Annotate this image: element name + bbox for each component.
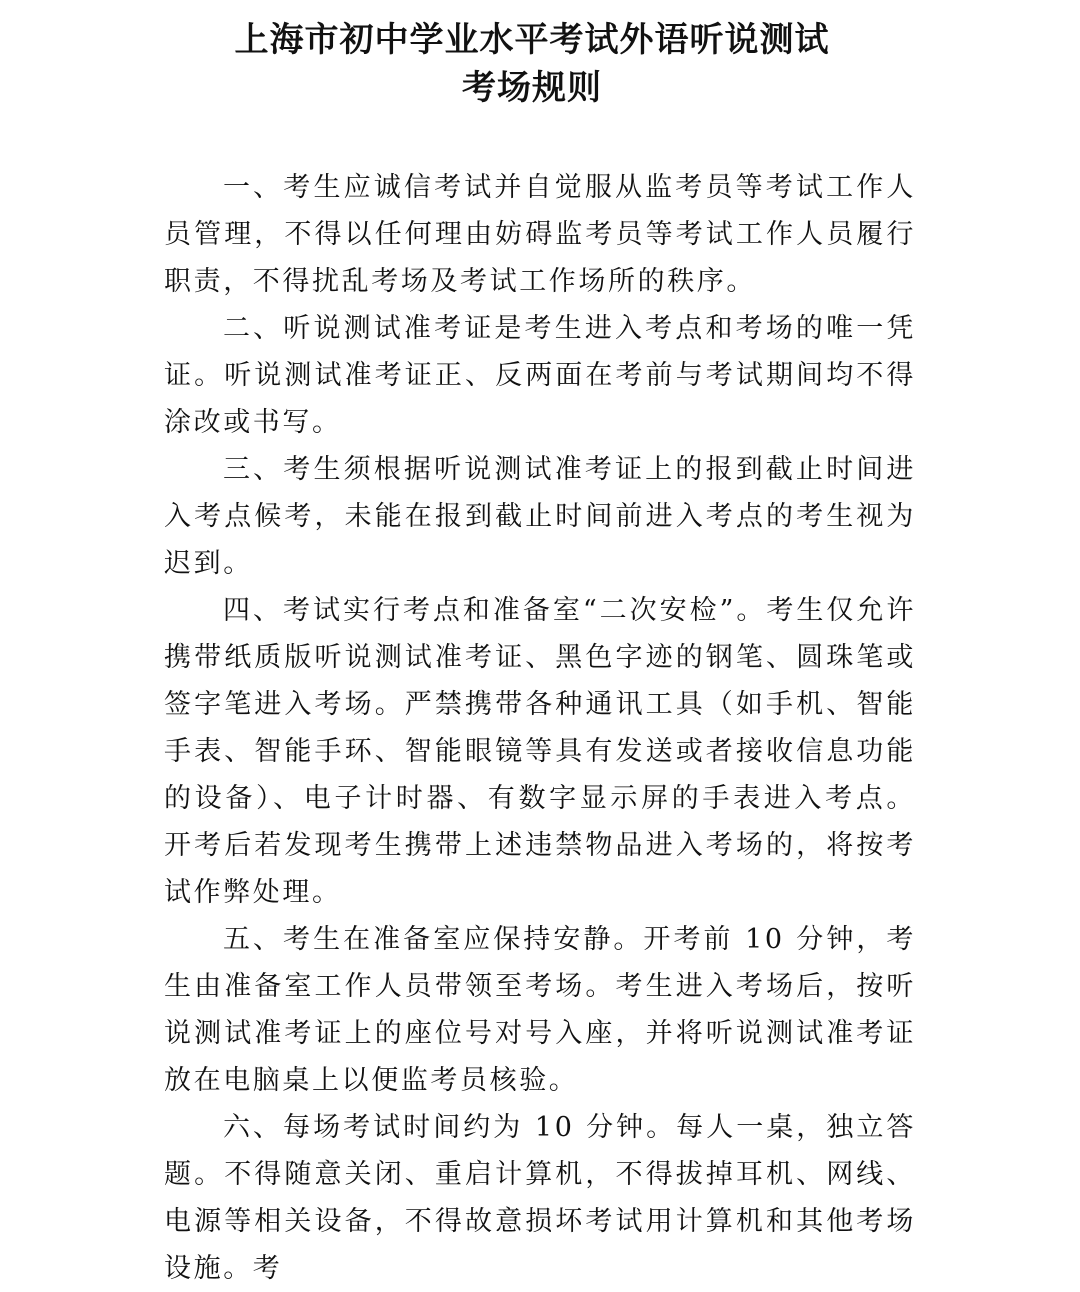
document-subtitle: 考场规则 [462, 68, 602, 108]
rule-paragraph-6: 六、每场考试时间约为 10 分钟。每人一桌，独立答题。不得随意关闭、重启计算机，不得拔掉耳机、网线、电源等相关设备，不得故意损坏考试用计算机和其他考场设施。考 [164, 1112, 916, 1284]
rule-paragraph-4: 四、考试实行考点和准备室“二次安检”。考生仅允许携带纸质版听说测试准考证、黑色字迹的钢笔、圆珠笔或签字笔进入考场。严禁携带各种通讯工具（如手机、智能手表、智能手环、智能眼镜等具有发送或者接收信息功能的设备）、电子计时器、有数字显示屏的手表进入考点。开考后若发现考生携带上述违禁物品进入考场的，将按考试作弊处理。 [164, 595, 916, 908]
rule-paragraph-1: 一、考生应诚信考试并自觉服从监考员等考试工作人员管理，不得以任何理由妨碍监考员等考试工作人员履行职责，不得扰乱考场及考试工作场所的秩序。 [164, 172, 916, 297]
rule-paragraph-5: 五、考生在准备室应保持安静。开考前 10 分钟，考生由准备室工作人员带领至考场。考生进入考场后，按听说测试准考证上的座位号对号入座，并将听说测试准考证放在电脑桌上以便监考员核验。 [164, 924, 916, 1096]
rule-paragraph-3: 三、考生须根据听说测试准考证上的报到截止时间进入考点候考，未能在报到截止时间前进入考点的考生视为迟到。 [164, 454, 916, 579]
document-title: 上海市初中学业水平考试外语听说测试 [234, 20, 830, 60]
rules-body [164, 164, 916, 1292]
rule-paragraph-2: 二、听说测试准考证是考生进入考点和考场的唯一凭证。听说测试准考证正、反两面在考前与考试期间均不得涂改或书写。 [164, 313, 916, 438]
